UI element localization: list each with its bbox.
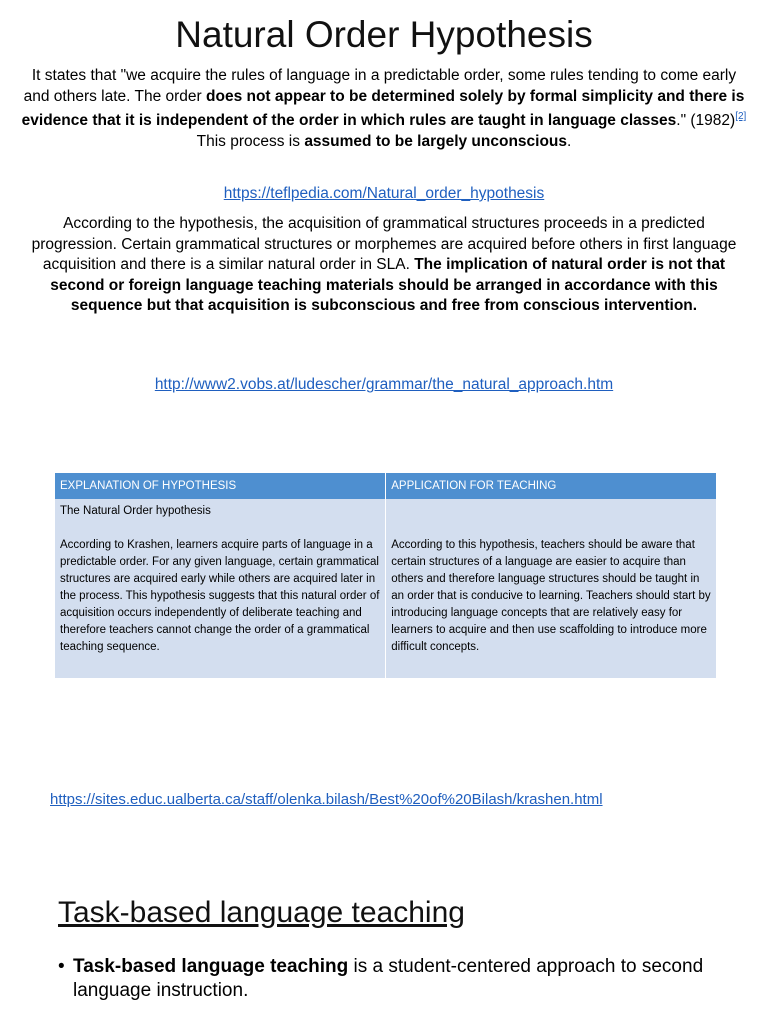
hypothesis-paragraph [20,214,748,317]
table-header-application: APPLICATION FOR TEACHING [386,473,717,499]
page-title: Natural Order Hypothesis [175,14,593,55]
para1-bold-2: assumed to be largely unconscious [304,132,568,150]
hypothesis-table [55,473,717,678]
teflpedia-link[interactable]: https://teflpedia.com/Natural_order_hypothesis [223,185,545,202]
explanation-title: The Natural Order hypothesis [60,505,211,517]
para2-bold: The implication of natural order is not that second or foreign language teaching materials should be arranged in accordance with this sequence but that acquisition is subconscious and free from conscious intervention. [50,256,726,314]
explanation-cell [55,499,386,678]
table-header-explanation: EXPLANATION OF HYPOTHESIS [55,473,386,499]
list-item [58,955,738,1003]
ualberta-link[interactable]: https://sites.educ.ualberta.ca/staff/olenka.bilash/Best%20of%20Bilash/krashen.html [50,791,603,808]
para1-text-1: It states that "we acquire the rules of language in a predictable order, some rules tending to come early and others late. The order [23,67,737,105]
application-cell [386,499,717,678]
definition-paragraph [20,66,748,152]
table-row [55,499,717,678]
para1-text-3: This process is [196,132,305,150]
bullet-bold: Task-based language teaching [73,956,349,977]
table-header-row [55,473,717,499]
citation-link[interactable]: [2] [735,111,747,122]
para1-text-2: ." (1982) [676,112,736,130]
application-text: According to this hypothesis, teachers should be aware that certain structures of a language are easier to acquire than others and therefore language structures should be taught in an order that is conducive to learning. Teachers should start by introducing language concepts that are relatively easy for learners to acquire and then use scaffolding to introduce more difficult concepts. [391,539,711,653]
para1-text-4: . [567,132,572,150]
bullet-icon: • [58,956,65,977]
explanation-text: According to Krashen, learners acquire parts of language in a predictable order. For any given language, certain grammatical structures are acquired early while others are acquired later in the process. This hypothesis suggests that this natural order of acquisition occurs independently of deliberate teaching and therefore teachers cannot change the order of a grammatical teaching sequence. [60,539,380,653]
bullet-text: is a student-centered approach to second language instruction. [73,956,704,1001]
section-heading: Task-based language teaching [58,896,465,929]
vobs-link[interactable]: http://www2.vobs.at/ludescher/grammar/the_natural_approach.htm [154,376,614,393]
para2-text: According to the hypothesis, the acquisition of grammatical structures proceeds in a predicted progression. Certain grammatical structures or morphemes are acquired before others in first language acquisition and there is a similar natural order in SLA. [31,215,737,273]
para1-bold-1: does not appear to be determined solely by formal simplicity and there is evidence that it is independent of the order in which rules are taught in language classes [21,87,745,130]
